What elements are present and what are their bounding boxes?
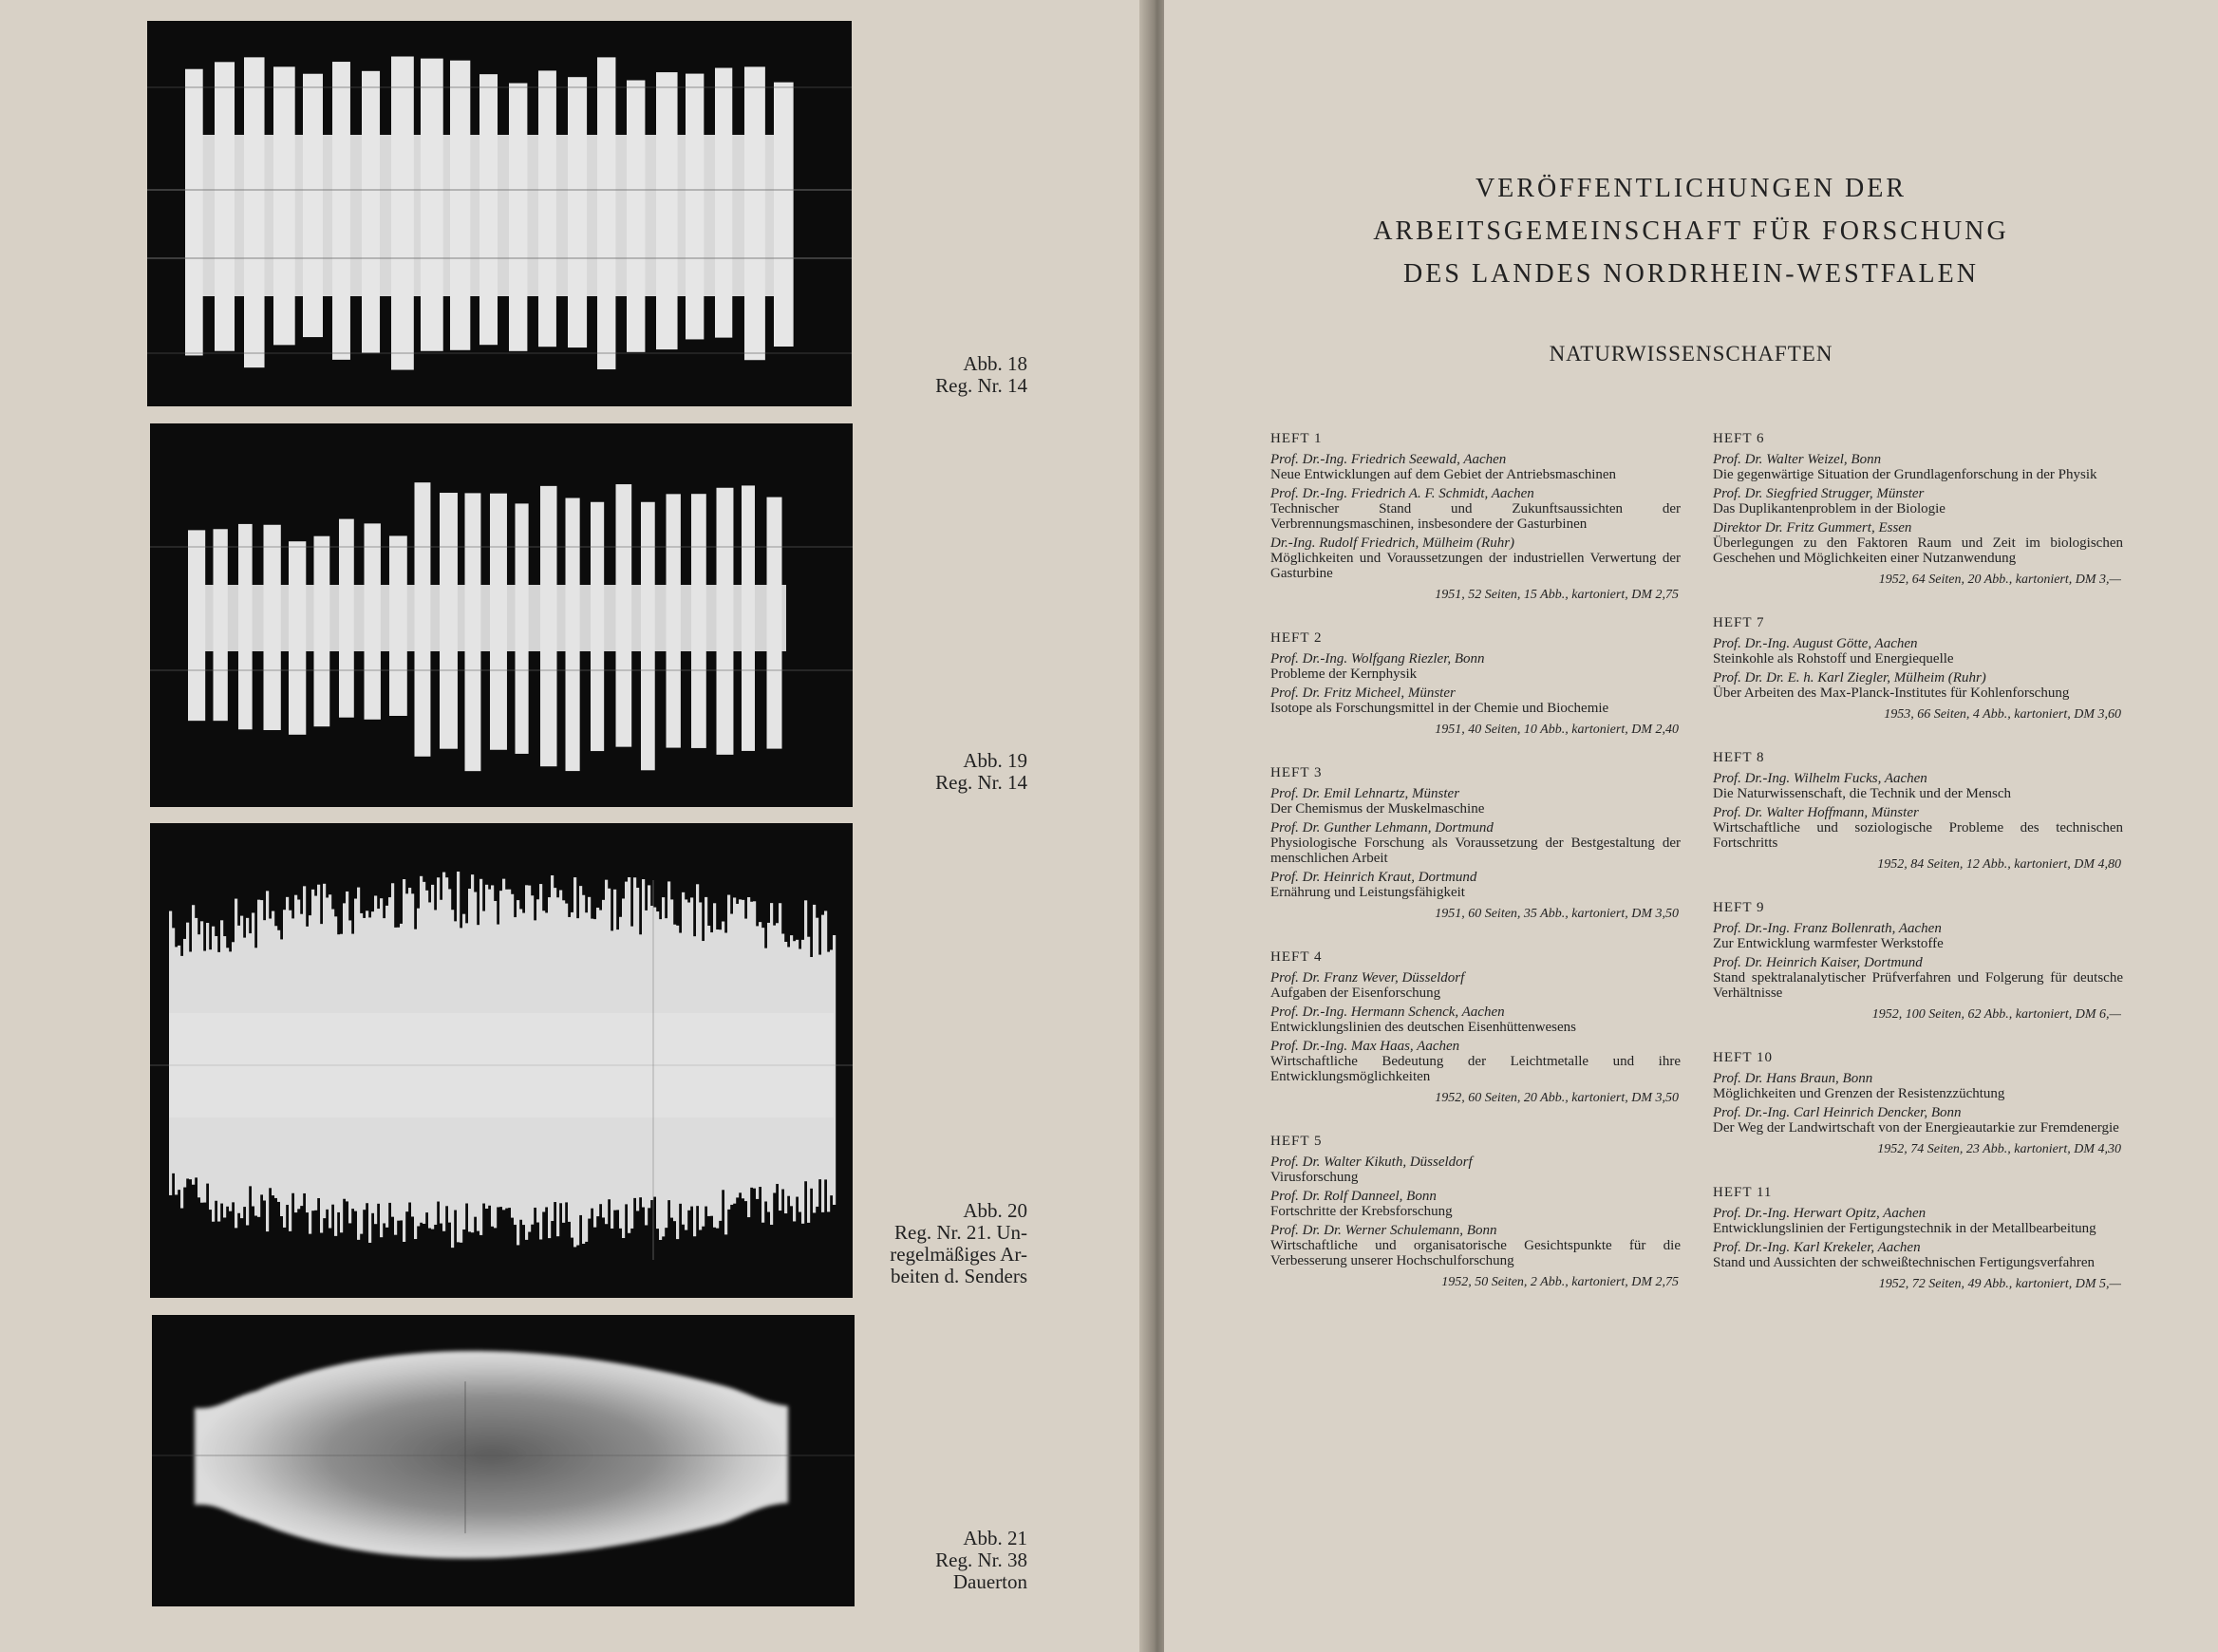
caption-line: Reg. Nr. 14	[935, 374, 1027, 397]
lecture-title: Wirtschaftliche Bedeutung der Leichtmetalle und ihre Entwicklungsmöglichkeiten	[1270, 1054, 1681, 1084]
heft-publication-info: 1952, 60 Seiten, 20 Abb., kartoniert, DM 3,50	[1435, 1091, 1679, 1105]
lecture-author: Prof. Dr.-Ing. Carl Heinrich Dencker, Bonn	[1713, 1105, 1962, 1120]
lecture-entry	[1713, 1206, 2123, 1236]
heft-publication-info: 1952, 84 Seiten, 12 Abb., kartoniert, DM 4,80	[1877, 857, 2121, 872]
lecture-entry	[1713, 805, 2123, 851]
heft-block	[1713, 613, 2123, 723]
lecture-author: Prof. Dr.-Ing. Friedrich Seewald, Aachen	[1270, 452, 1507, 467]
lecture-entry	[1270, 685, 1681, 716]
lecture-title: Neue Entwicklungen auf dem Gebiet der Antriebsmaschinen	[1270, 467, 1617, 482]
lecture-title: Isotope als Forschungsmittel in der Chemie und Biochemie	[1270, 701, 1609, 716]
heft-number: HEFT 6	[1713, 431, 1765, 446]
heft-publication-info: 1951, 52 Seiten, 15 Abb., kartoniert, DM 2,75	[1435, 588, 1679, 602]
lecture-entry	[1270, 970, 1681, 1001]
heft-block	[1713, 748, 2123, 873]
oscillogram-figure-18	[147, 21, 852, 406]
caption-line: Abb. 21	[963, 1527, 1027, 1549]
lecture-entry	[1270, 1004, 1681, 1035]
lecture-title: Entwicklungslinien der Fertigungstechnik in der Metallbearbeitung	[1713, 1221, 2096, 1236]
heft-publication-info: 1952, 64 Seiten, 20 Abb., kartoniert, DM 3,—	[1878, 573, 2121, 587]
heft-block	[1713, 898, 2123, 1023]
lecture-title: Zur Entwicklung warmfester Werkstoffe	[1713, 936, 1944, 951]
lecture-title: Über Arbeiten des Max-Planck-Institutes für Kohlenforschung	[1713, 685, 2070, 701]
heft-number: HEFT 8	[1713, 750, 1765, 765]
heft-number: HEFT 4	[1270, 949, 1323, 965]
lecture-author: Prof. Dr. Dr. Werner Schulemann, Bonn	[1270, 1223, 1497, 1238]
lecture-author: Prof. Dr. Fritz Micheel, Münster	[1270, 685, 1456, 701]
lecture-title: Möglichkeiten und Voraussetzungen der industriellen Verwertung der Gasturbine	[1270, 551, 1681, 581]
heft-publication-info: 1952, 50 Seiten, 2 Abb., kartoniert, DM 2,75	[1441, 1275, 1679, 1289]
lecture-title: Stand spektralanalytischer Prüfverfahren und Folgerung für deutsche Verhältnisse	[1713, 970, 2123, 1001]
lecture-author: Prof. Dr. Emil Lehnartz, Münster	[1270, 786, 1460, 801]
heft-block	[1270, 763, 1681, 923]
lecture-title: Der Weg der Landwirtschaft von der Energieautarkie zur Fremdenergie	[1713, 1120, 2119, 1136]
lecture-entry	[1713, 452, 2123, 482]
lecture-author: Prof. Dr.-Ing. August Götte, Aachen	[1713, 636, 1918, 651]
lecture-title: Der Chemismus der Muskelmaschine	[1270, 801, 1485, 817]
lecture-author: Prof. Dr. Franz Wever, Düsseldorf	[1270, 970, 1465, 986]
heft-block	[1713, 1048, 2123, 1158]
caption-line: Reg. Nr. 21. Un-	[894, 1221, 1027, 1244]
lecture-author: Prof. Dr.-Ing. Herwart Opitz, Aachen	[1713, 1206, 1927, 1221]
caption-line: regelmäßiges Ar-	[890, 1243, 1027, 1266]
lecture-entry	[1270, 786, 1681, 817]
heft-number: HEFT 9	[1713, 900, 1765, 915]
lecture-author: Prof. Dr. Walter Hoffmann, Münster	[1713, 805, 1919, 820]
lecture-title: Das Duplikantenproblem in der Biologie	[1713, 501, 1945, 516]
caption-line: Abb. 20	[963, 1199, 1027, 1222]
caption-figure-19	[866, 750, 1027, 794]
lecture-author: Prof. Dr. Dr. E. h. Karl Ziegler, Mülheim (Ruhr)	[1713, 670, 1986, 685]
catalog-column-right	[1713, 429, 2123, 1318]
heft-number: HEFT 11	[1713, 1185, 1773, 1200]
heft-block	[1713, 1183, 2123, 1293]
lecture-author: Direktor Dr. Fritz Gummert, Essen	[1713, 520, 1912, 535]
caption-line: Abb. 18	[963, 352, 1027, 375]
lecture-title: Ernährung und Leistungsfähigkeit	[1270, 885, 1465, 900]
heft-publication-info: 1952, 72 Seiten, 49 Abb., kartoniert, DM 5,—	[1878, 1277, 2121, 1291]
lecture-entry	[1713, 921, 2123, 951]
oscillogram-figure-19	[150, 423, 853, 807]
lecture-author: Prof. Dr.-Ing. Franz Bollenrath, Aachen	[1713, 921, 1942, 936]
lecture-title: Probleme der Kernphysik	[1270, 666, 1418, 682]
lecture-entry	[1270, 1155, 1681, 1185]
lecture-entry	[1713, 636, 2123, 666]
lecture-entry	[1270, 820, 1681, 866]
lecture-entry	[1270, 1223, 1681, 1268]
heft-block	[1270, 948, 1681, 1107]
section-heading: NATURWISSENSCHAFTEN	[1549, 342, 1833, 366]
lecture-entry	[1713, 955, 2123, 1001]
lecture-entry	[1713, 520, 2123, 566]
heft-block	[1270, 429, 1681, 604]
lecture-entry	[1713, 670, 2123, 701]
lecture-author: Prof. Dr. Hans Braun, Bonn	[1713, 1071, 1873, 1086]
lecture-author: Prof. Dr. Heinrich Kaiser, Dortmund	[1713, 955, 1923, 970]
lecture-entry	[1270, 1039, 1681, 1084]
lecture-author: Prof. Dr. Rolf Danneel, Bonn	[1270, 1189, 1437, 1204]
heft-publication-info: 1951, 60 Seiten, 35 Abb., kartoniert, DM 3,50	[1435, 907, 1679, 921]
lecture-author: Prof. Dr.-Ing. Max Haas, Aachen	[1270, 1039, 1460, 1054]
oscillogram-figure-20	[150, 823, 853, 1298]
lecture-title: Wirtschaftliche und organisatorische Gesichtspunkte für die Verbesserung unserer Hochschulforschung	[1270, 1238, 1681, 1268]
lecture-entry	[1713, 771, 2123, 801]
catalog-column-left	[1270, 429, 1681, 1316]
lecture-author: Prof. Dr.-Ing. Friedrich A. F. Schmidt, Aachen	[1270, 486, 1534, 501]
caption-figure-18	[866, 353, 1027, 397]
lecture-author: Prof. Dr. Walter Weizel, Bonn	[1713, 452, 1882, 467]
lecture-entry	[1713, 486, 2123, 516]
heft-number: HEFT 7	[1713, 615, 1765, 630]
lecture-entry	[1713, 1071, 2123, 1101]
heft-block	[1270, 1132, 1681, 1291]
caption-figure-20	[866, 1200, 1027, 1287]
heft-publication-info: 1951, 40 Seiten, 10 Abb., kartoniert, DM 2,40	[1435, 723, 1679, 737]
lecture-title: Virusforschung	[1270, 1170, 1359, 1185]
heft-number: HEFT 3	[1270, 765, 1323, 780]
lecture-title: Die Naturwissenschaft, die Technik und der Mensch	[1713, 786, 2012, 801]
oscillogram-figure-21	[152, 1315, 855, 1606]
lecture-author: Prof. Dr. Gunther Lehmann, Dortmund	[1270, 820, 1494, 835]
lecture-title: Die gegenwärtige Situation der Grundlagenforschung in der Physik	[1713, 467, 2097, 482]
lecture-title: Überlegungen zu den Faktoren Raum und Zeit im biologischen Geschehen und Möglichkeiten einer Nutzanwendung	[1713, 535, 2123, 566]
lecture-entry	[1270, 870, 1681, 900]
heft-number: HEFT 10	[1713, 1050, 1773, 1065]
caption-line: Dauerton	[952, 1570, 1027, 1593]
lecture-title: Stand und Aussichten der schweißtechnischen Fertigungsverfahren	[1713, 1255, 2095, 1270]
lecture-entry	[1713, 1240, 2123, 1270]
heft-publication-info: 1953, 66 Seiten, 4 Abb., kartoniert, DM 3,60	[1884, 707, 2121, 722]
lecture-entry	[1713, 1105, 2123, 1136]
lecture-author: Prof. Dr. Heinrich Kraut, Dortmund	[1270, 870, 1477, 885]
lecture-author: Dr.-Ing. Rudolf Friedrich, Mülheim (Ruhr)	[1270, 535, 1515, 551]
heft-number: HEFT 2	[1270, 630, 1323, 646]
caption-line: Abb. 19	[963, 749, 1027, 772]
caption-line: Reg. Nr. 14	[935, 771, 1027, 794]
lecture-entry	[1270, 486, 1681, 532]
caption-figure-21	[866, 1528, 1027, 1593]
caption-line: Reg. Nr. 38	[935, 1549, 1027, 1571]
lecture-author: Prof. Dr.-Ing. Wolfgang Riezler, Bonn	[1270, 651, 1485, 666]
lecture-title: Aufgaben der Eisenforschung	[1270, 986, 1441, 1001]
right-page	[1164, 0, 2218, 1652]
lecture-author: Prof. Dr.-Ing. Hermann Schenck, Aachen	[1270, 1004, 1505, 1020]
lecture-title: Technischer Stand und Zukunftsaussichten der Verbrennungsmaschinen, insbesondere der Gasturbinen	[1270, 501, 1681, 532]
publication-series-title: VERÖFFENTLICHUNGEN DER ARBEITSGEMEINSCHAFT FÜR FORSCHUNG DES LANDES NORDRHEIN-WESTFALEN	[1373, 174, 2009, 289]
lecture-author: Prof. Dr. Siegfried Strugger, Münster	[1713, 486, 1925, 501]
lecture-title: Steinkohle als Rohstoff und Energiequelle	[1713, 651, 1954, 666]
lecture-author: Prof. Dr.-Ing. Wilhelm Fucks, Aachen	[1713, 771, 1927, 786]
heft-number: HEFT 1	[1270, 431, 1323, 446]
lecture-author: Prof. Dr. Walter Kikuth, Düsseldorf	[1270, 1155, 1473, 1170]
lecture-entry	[1270, 1189, 1681, 1219]
lecture-entry	[1270, 535, 1681, 581]
lecture-entry	[1270, 651, 1681, 682]
lecture-title: Fortschritte der Krebsforschung	[1270, 1204, 1453, 1219]
lecture-title: Entwicklungslinien des deutschen Eisenhüttenwesens	[1270, 1020, 1577, 1035]
lecture-title: Physiologische Forschung als Voraussetzung der Bestgestaltung der menschlichen Arbeit	[1270, 835, 1681, 866]
heft-publication-info: 1952, 74 Seiten, 23 Abb., kartoniert, DM 4,30	[1877, 1142, 2121, 1156]
lecture-title: Wirtschaftliche und soziologische Probleme des technischen Fortschritts	[1713, 820, 2123, 851]
heft-block	[1713, 429, 2123, 589]
heft-number: HEFT 5	[1270, 1134, 1323, 1149]
heft-block	[1270, 629, 1681, 739]
lecture-author: Prof. Dr.-Ing. Karl Krekeler, Aachen	[1713, 1240, 1921, 1255]
heft-publication-info: 1952, 100 Seiten, 62 Abb., kartoniert, DM 6,—	[1871, 1007, 2121, 1022]
lecture-entry	[1270, 452, 1681, 482]
lecture-title: Möglichkeiten und Grenzen der Resistenzzüchtung	[1713, 1086, 2005, 1101]
caption-line: beiten d. Senders	[890, 1265, 1027, 1287]
